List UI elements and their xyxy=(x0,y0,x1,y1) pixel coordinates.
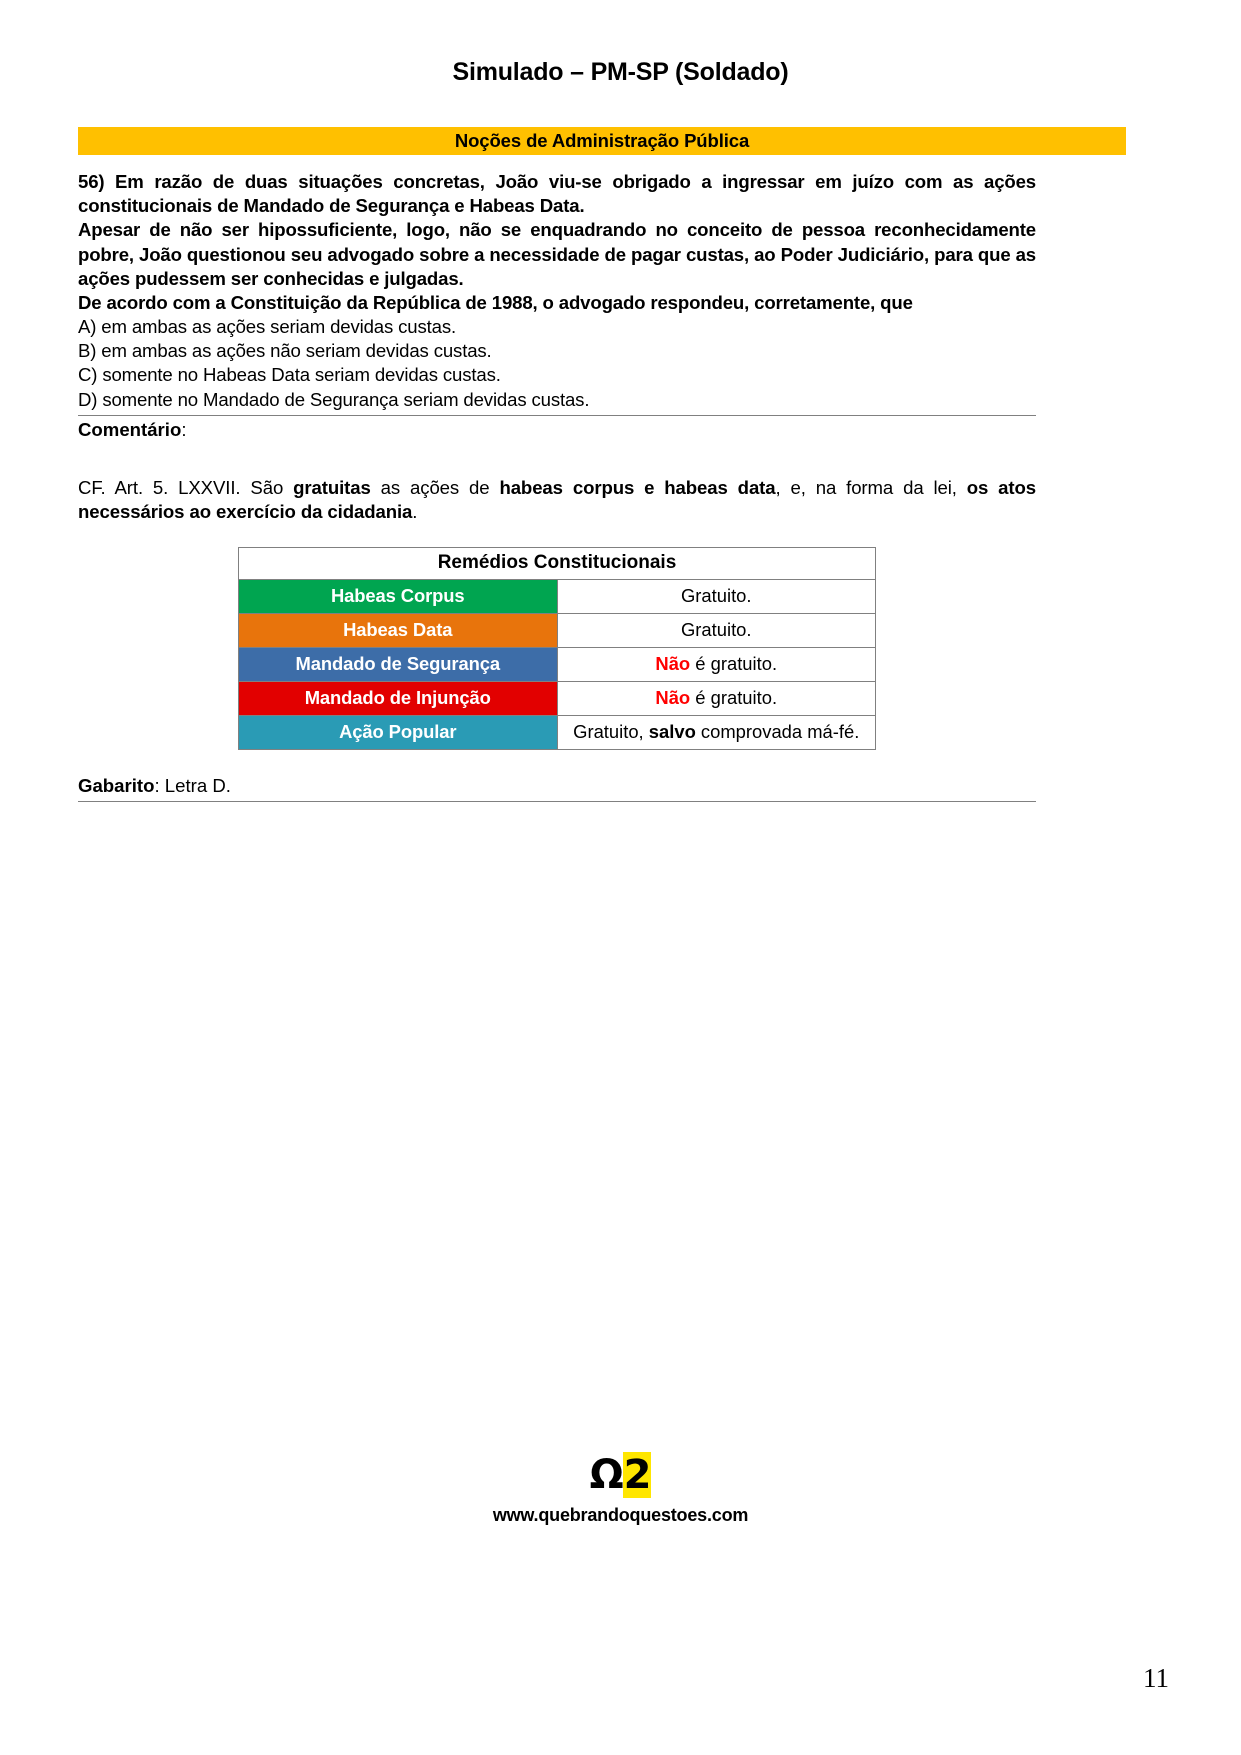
alternative-d[interactable]: D) somente no Mandado de Segurança seriam devidas custas. xyxy=(78,388,590,410)
remedio-value-habeas-corpus xyxy=(557,579,876,613)
table-body xyxy=(239,579,876,749)
divider-above-comment xyxy=(78,415,1036,416)
remedio-name-mandado-seguranca: Mandado de Segurança xyxy=(239,647,558,681)
divider-below-answer xyxy=(78,801,1036,802)
value-red: Não xyxy=(655,653,691,675)
comment-heading xyxy=(78,418,1036,442)
remedios-table xyxy=(238,547,876,750)
content-area xyxy=(78,170,1036,802)
cf-bold-habeas: habeas corpus e habeas data xyxy=(499,476,776,498)
table-row xyxy=(239,715,876,749)
page-number: 11 xyxy=(1143,1663,1169,1693)
comment-colon: : xyxy=(181,418,187,440)
page-title: Simulado – PM-SP (Soldado) xyxy=(452,58,789,86)
cf-bold-gratuitas: gratuitas xyxy=(293,476,371,498)
cf-text-part3: , e, na forma da lei, xyxy=(775,476,967,498)
page-footer xyxy=(0,1452,1241,1526)
value-prefix: Gratuito, xyxy=(573,721,649,743)
table-header-row xyxy=(239,547,876,579)
omega-icon: Ω xyxy=(589,1452,623,1498)
value-text: é gratuito. xyxy=(690,653,778,675)
table-caption: Remédios Constitucionais xyxy=(239,547,876,579)
logo-two: 2 xyxy=(623,1452,651,1498)
answer-key-value: : Letra D. xyxy=(154,774,231,796)
remedio-value-mandado-injuncao xyxy=(557,681,876,715)
remedio-value-habeas-data xyxy=(557,613,876,647)
website-url[interactable]: www.quebrandoquestoes.com xyxy=(492,1505,749,1525)
remedio-name-habeas-data: Habeas Data xyxy=(239,613,558,647)
subject-bar xyxy=(78,127,1126,155)
answer-key-label: Gabarito xyxy=(78,774,155,796)
value-red: Não xyxy=(655,687,691,709)
remedio-name-mandado-injuncao: Mandado de Injunção xyxy=(239,681,558,715)
remedio-value-acao-popular xyxy=(557,715,876,749)
alternative-c[interactable]: C) somente no Habeas Data seriam devidas custas. xyxy=(78,364,501,386)
table-row xyxy=(239,647,876,681)
value-text: é gratuito. xyxy=(690,687,778,709)
value-text: Gratuito. xyxy=(680,619,752,641)
question-paragraph-1: 56) Em razão de duas situações concretas, João viu-se obrigado a ingressar em juízo com as ações constitucionais de Mandado de Segurança e Habeas Data. xyxy=(78,171,1036,217)
table-row xyxy=(239,681,876,715)
question-paragraph-2: Apesar de não ser hipossuficiente, logo, não se enquadrando no conceito de pessoa reconhecidamente pobre, João questionou seu advogado sobre a necessidade de pagar custas, ao Poder Judiciário, para que as ações pudessem ser conhecidas e julgadas. xyxy=(78,219,1036,289)
alternative-a[interactable]: A) em ambas as ações seriam devidas custas. xyxy=(78,316,456,338)
value-bold: salvo xyxy=(648,721,696,743)
cf-text-part4: . xyxy=(412,501,418,523)
remedio-value-mandado-seguranca xyxy=(557,647,876,681)
subject-bar-label: Noções de Administração Pública xyxy=(454,130,750,151)
cf-text-part1: CF. Art. 5. LXXVII. São xyxy=(78,476,294,498)
comment-label: Comentário xyxy=(78,418,182,440)
table-row xyxy=(239,579,876,613)
cf-bold-atos: os atos necessários ao exercício da cidadania xyxy=(78,476,1037,523)
alternative-b[interactable]: B) em ambas as ações não seriam devidas custas. xyxy=(78,340,492,362)
comment-cf-paragraph xyxy=(78,476,1036,525)
value-text: Gratuito. xyxy=(680,585,752,607)
question-paragraph-3: De acordo com a Constituição da República de 1988, o advogado respondeu, corretamente, que xyxy=(78,291,913,313)
remedios-table-wrapper xyxy=(78,547,1036,750)
brand-logo xyxy=(0,1452,1241,1498)
remedio-name-acao-popular: Ação Popular xyxy=(239,715,558,749)
value-suffix: comprovada má-fé. xyxy=(695,721,860,743)
table-row xyxy=(239,613,876,647)
answer-key xyxy=(78,775,1036,797)
cf-text-part2: as ações de xyxy=(370,476,500,498)
remedio-name-habeas-corpus: Habeas Corpus xyxy=(239,579,558,613)
